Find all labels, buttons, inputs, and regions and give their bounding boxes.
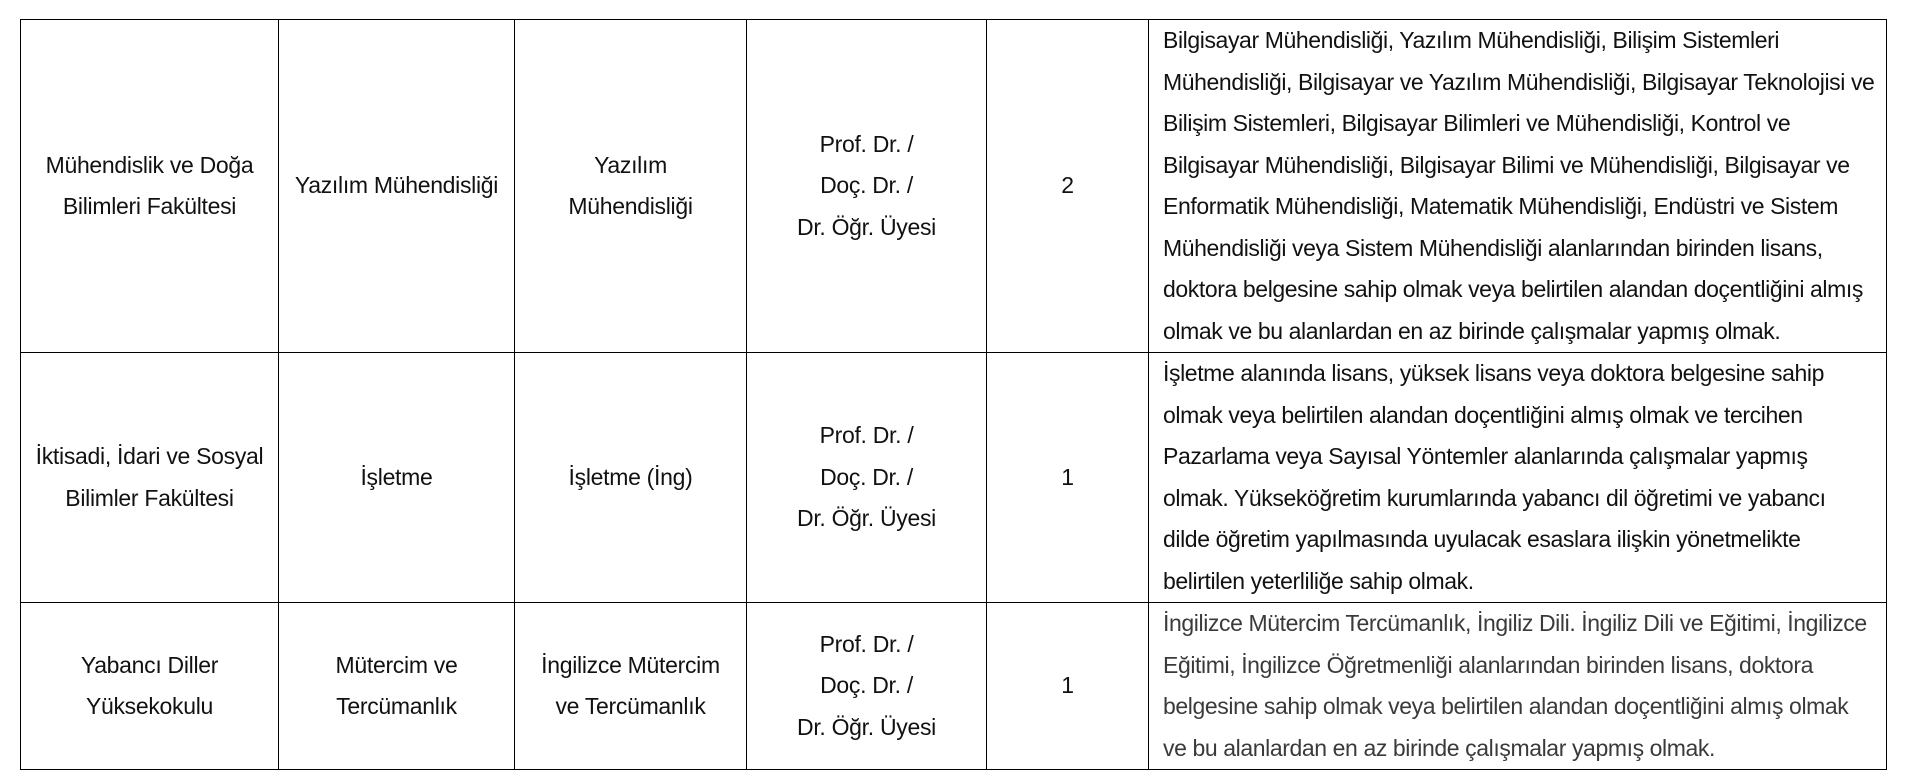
title-line: Doç. Dr. / (820, 463, 913, 490)
program-line: İşletme (İng) (568, 463, 693, 490)
faculty-line: Bilimleri Fakültesi (62, 193, 237, 219)
requirements-cell: İşletme alanında lisans, yüksek lisans veya doktora belgesine sahip olmak veya belirtilen alandan doçentliğini almış olmak ve tercihen Pazarlama veya Sayısal Yöntemler alanlarında çalışmalar yapmış olmak. Yükseköğretim kurumlarında yabancı dil öğretimi ve yabancı dilde öğretim yapılmasında uyulacak esaslara ilişkin yönetmelikte belirtilen yeterliliğe sahip olmak. (1149, 353, 1887, 603)
program-line: Mühendisliği (568, 193, 693, 219)
title-line: Prof. Dr. / (819, 630, 914, 657)
faculty-line: İktisadi, İdari ve Sosyal (35, 443, 264, 469)
title-line: Dr. Öğr. Üyesi (797, 713, 936, 740)
department-cell (279, 353, 515, 603)
faculty-cell (21, 603, 279, 770)
faculty-line: Yabancı Diller (80, 651, 219, 678)
program-cell (515, 353, 747, 603)
department-line: İşletme (360, 463, 433, 490)
program-line: ve Tercümanlık (555, 693, 706, 719)
program-cell (515, 603, 747, 770)
title-line: Dr. Öğr. Üyesi (797, 505, 936, 532)
academic-title-cell (747, 603, 987, 770)
table-row (21, 353, 1887, 603)
department-line: Tercümanlık (336, 693, 457, 719)
position-count-cell: 1 (987, 603, 1149, 770)
faculty-cell (21, 20, 279, 353)
title-line: Dr. Öğr. Üyesi (797, 213, 936, 240)
requirements-cell: İngilizce Mütercim Tercümanlık, İngiliz Dili. İngiliz Dili ve Eğitimi, İngilizce Eğitimi, İngilizce Öğretmenliği alanlarından birinden lisans, doktora belgesine sahip olmak veya belirtilen alandan doçentliğini almış olmak ve bu alanlardan en az birinde çalışmalar yapmış olmak. (1149, 603, 1887, 770)
faculty-cell (21, 353, 279, 603)
position-count-cell: 2 (987, 20, 1149, 353)
department-line: Mütercim ve (335, 651, 458, 678)
program-line: İngilizce Mütercim (541, 651, 720, 678)
academic-title-cell (747, 353, 987, 603)
program-cell (515, 20, 747, 353)
department-line: Yazılım Mühendisliği (294, 172, 499, 199)
table-row (21, 20, 1887, 353)
department-cell (279, 603, 515, 770)
faculty-positions-table (20, 19, 1887, 770)
title-line: Doç. Dr. / (820, 672, 913, 699)
faculty-line: Yüksekokulu (85, 693, 214, 719)
table-row (21, 603, 1887, 770)
program-line: Yazılım (594, 151, 667, 178)
title-line: Prof. Dr. / (819, 130, 914, 157)
title-line: Prof. Dr. / (819, 422, 914, 449)
faculty-line: Bilimler Fakültesi (65, 484, 234, 511)
position-count-cell: 1 (987, 353, 1149, 603)
requirements-cell: Bilgisayar Mühendisliği, Yazılım Mühendisliği, Bilişim Sistemleri Mühendisliği, Bilgisayar ve Yazılım Mühendisliği, Bilgisayar Teknolojisi ve Bilişim Sistemleri, Bilgisayar Bilimleri ve Mühendisliği, Kontrol ve Bilgisayar Mühendisliği, Bilgisayar Bilimi ve Mühendisliği, Bilgisayar ve Enformatik Mühendisliği, Matematik Mühendisliği, Endüstri ve Sistem Mühendisliği veya Sistem Mühendisliği alanlarından birinden lisans, doktora belgesine sahip olmak veya belirtilen alandan doçentliğini almış olmak ve bu alanlardan en az birinde çalışmalar yapmış olmak. (1149, 20, 1887, 353)
academic-title-cell (747, 20, 987, 353)
department-cell (279, 20, 515, 353)
faculty-line: Mühendislik ve Doğa (45, 151, 254, 178)
title-line: Doç. Dr. / (820, 172, 913, 199)
